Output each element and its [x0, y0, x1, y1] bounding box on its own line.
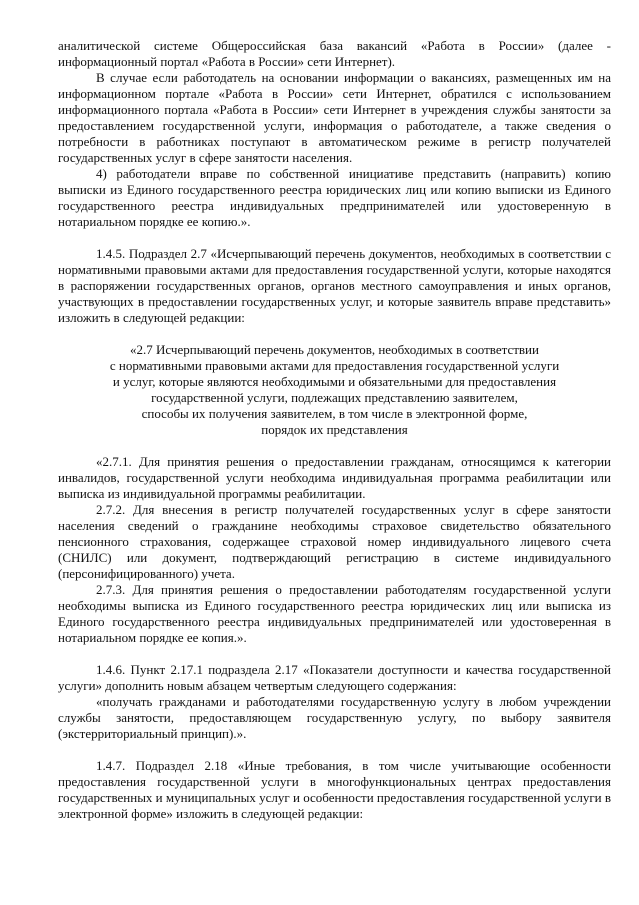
heading-line: государственной услуги, подлежащих представлению заявителем, — [151, 390, 518, 405]
paragraph-2-7-2: 2.7.2. Для внесения в регистр получателей государственных услуг в сфере занятости населения сведений о гражданине необходимы страховое свидетельство обязательного пенсионного страхования, содержащее страховой номер индивидуального лицевого счета (СНИЛС) или документ, подтверждающий регистрацию в системе индивидуального (персонифицированного) учета. — [58, 502, 611, 581]
heading-line: с нормативными правовыми актами для предоставления государственной услуги — [109, 358, 560, 373]
paragraph-1-4-7: 1.4.7. Подраздел 2.18 «Иные требования, в том числе учитывающие особенности предоставления государственной услуги в многофункциональных центрах предоставления государственных и муниципальных услуг и особенности предоставления государственной услуги в электронной форме» изложить в следующей редакции: — [58, 758, 611, 821]
paragraph-2-7-1: «2.7.1. Для принятия решения о предоставлении гражданам, относящимся к категории инвалидов, государственной услуги необходима индивидуальная программа реабилитации или выписка из индивидуальной программы реабилитации. — [58, 454, 611, 501]
paragraph-1-4-5: 1.4.5. Подраздел 2.7 «Исчерпывающий перечень документов, необходимых в соответствии с нормативными правовыми актами для предоставления государственной услуги, которые находятся в распоряжении государственных органов, органов местного самоуправления и иных органов, участвующих в предоставлении государственных услуг, и которые заявитель вправе представить» изложить в следующей редакции: — [58, 246, 611, 325]
section-heading-2-7 — [58, 342, 611, 438]
paragraph-employer-vacancies: В случае если работодатель на основании информации о вакансиях, размещенных им на информационном портале «Работа в России» сети Интернет, обратился с использованием информационного портала «Работа в России» сети Интернет в учреждения службы занятости за предоставлением государственной услуги, информация о работодателе, а также сведения о потребности в работниках поступают в автоматическом режиме в регистр получателей государственных услуг в сфере занятости населения. — [58, 70, 611, 165]
paragraph-2-7-3: 2.7.3. Для принятия решения о предоставлении работодателям государственной услуги необходимы выписка из Единого государственного реестра юридических лиц или выписка из Единого государственного реестра индивидуальных предпринимателей или удостоверенная в нотариальном порядке ее копия.». — [58, 582, 611, 645]
paragraph-new-clause: «получать гражданами и работодателями государственную услугу в любом учреждении службы занятости, предоставляющем государственную услугу, по выбору заявителя (экстерриториальный принцип).». — [58, 694, 611, 741]
paragraph-continuation: аналитической системе Общероссийская база вакансий «Работа в России» (далее - информационный портал «Работа в России» сети Интернет). — [58, 38, 611, 69]
heading-line: способы их получения заявителем, в том числе в электронной форме, — [141, 406, 528, 421]
paragraph-item-4: 4) работодатели вправе по собственной инициативе представить (направить) копию выписки из Единого государственного реестра юридических лиц или копию выписки из Единого государственного реестра индивидуальных предпринимателей или удостоверенную в нотариальном порядке ее копию.». — [58, 166, 611, 229]
heading-line: и услуг, которые являются необходимыми и обязательными для предоставления — [112, 374, 557, 389]
heading-line: «2.7 Исчерпывающий перечень документов, необходимых в соответствии — [130, 342, 539, 357]
paragraph-1-4-6: 1.4.6. Пункт 2.17.1 подраздела 2.17 «Показатели доступности и качества государственной услуги» дополнить новым абзацем четвертым следующего содержания: — [58, 662, 611, 693]
heading-line: порядок их представления — [261, 422, 408, 437]
